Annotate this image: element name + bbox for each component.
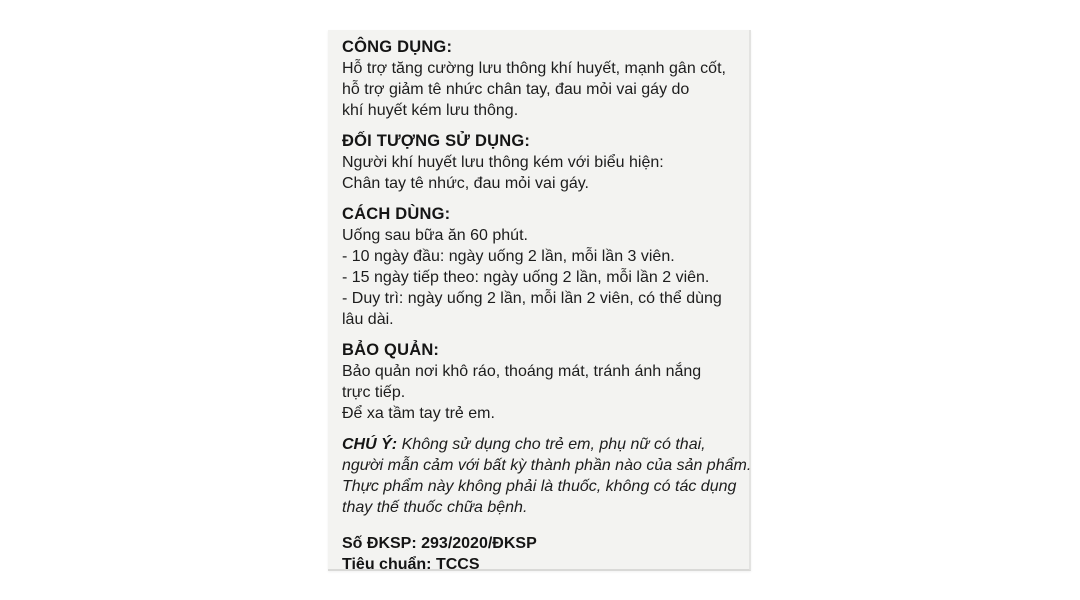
section-cach-dung: [342, 204, 735, 330]
section-line: trực tiếp.: [342, 384, 406, 401]
section-chu-y: [342, 434, 752, 518]
registration-number-line: Số ĐKSP: 293/2020/ĐKSP: [342, 535, 537, 552]
section-line: lâu dài.: [342, 311, 394, 328]
section-line: Bảo quản nơi khô ráo, thoáng mát, tránh ánh nắng: [342, 363, 702, 380]
product-label-card: [328, 30, 751, 571]
section-line: - Duy trì: ngày uống 2 lần, mỗi lần 2 viên, có thể dùng: [342, 290, 722, 307]
note-line: [342, 434, 735, 455]
section-bao-quan: [342, 340, 735, 424]
standard-line: Tiêu chuẩn: TCCS: [342, 556, 480, 573]
note-line: thay thế thuốc chữa bệnh.: [342, 499, 528, 516]
section-line: - 15 ngày tiếp theo: ngày uống 2 lần, mỗi lần 2 viên.: [342, 269, 710, 286]
note-heading: CHÚ Ý:: [342, 436, 398, 453]
section-cong-dung: [342, 37, 735, 121]
section-line: Uống sau bữa ăn 60 phút.: [342, 227, 528, 244]
note-line-text: Không sử dụng cho trẻ em, phụ nữ có thai,: [401, 436, 706, 453]
section-heading: CÔNG DỤNG:: [342, 38, 453, 56]
note-line: Thực phẩm này không phải là thuốc, không có tác dụng: [342, 478, 737, 495]
section-line: Người khí huyết lưu thông kém với biểu hiện:: [342, 154, 664, 171]
note-line: người mẫn cảm với bất kỳ thành phần nào của sản phẩm.: [342, 457, 752, 474]
section-heading: ĐỐI TƯỢNG SỬ DỤNG:: [342, 132, 531, 150]
section-line: Chân tay tê nhức, đau mỏi vai gáy.: [342, 175, 589, 192]
registration-block: [342, 533, 735, 575]
section-doi-tuong-su-dung: [342, 131, 735, 194]
section-line: Để xa tầm tay trẻ em.: [342, 405, 495, 422]
section-line: - 10 ngày đầu: ngày uống 2 lần, mỗi lần 3 viên.: [342, 248, 675, 265]
section-heading: CÁCH DÙNG:: [342, 205, 451, 223]
section-heading: BẢO QUẢN:: [342, 341, 440, 359]
section-line: khí huyết kém lưu thông.: [342, 102, 519, 119]
section-line: Hỗ trợ tăng cường lưu thông khí huyết, mạnh gân cốt,: [342, 60, 726, 77]
section-line: hỗ trợ giảm tê nhức chân tay, đau mỏi vai gáy do: [342, 81, 690, 98]
